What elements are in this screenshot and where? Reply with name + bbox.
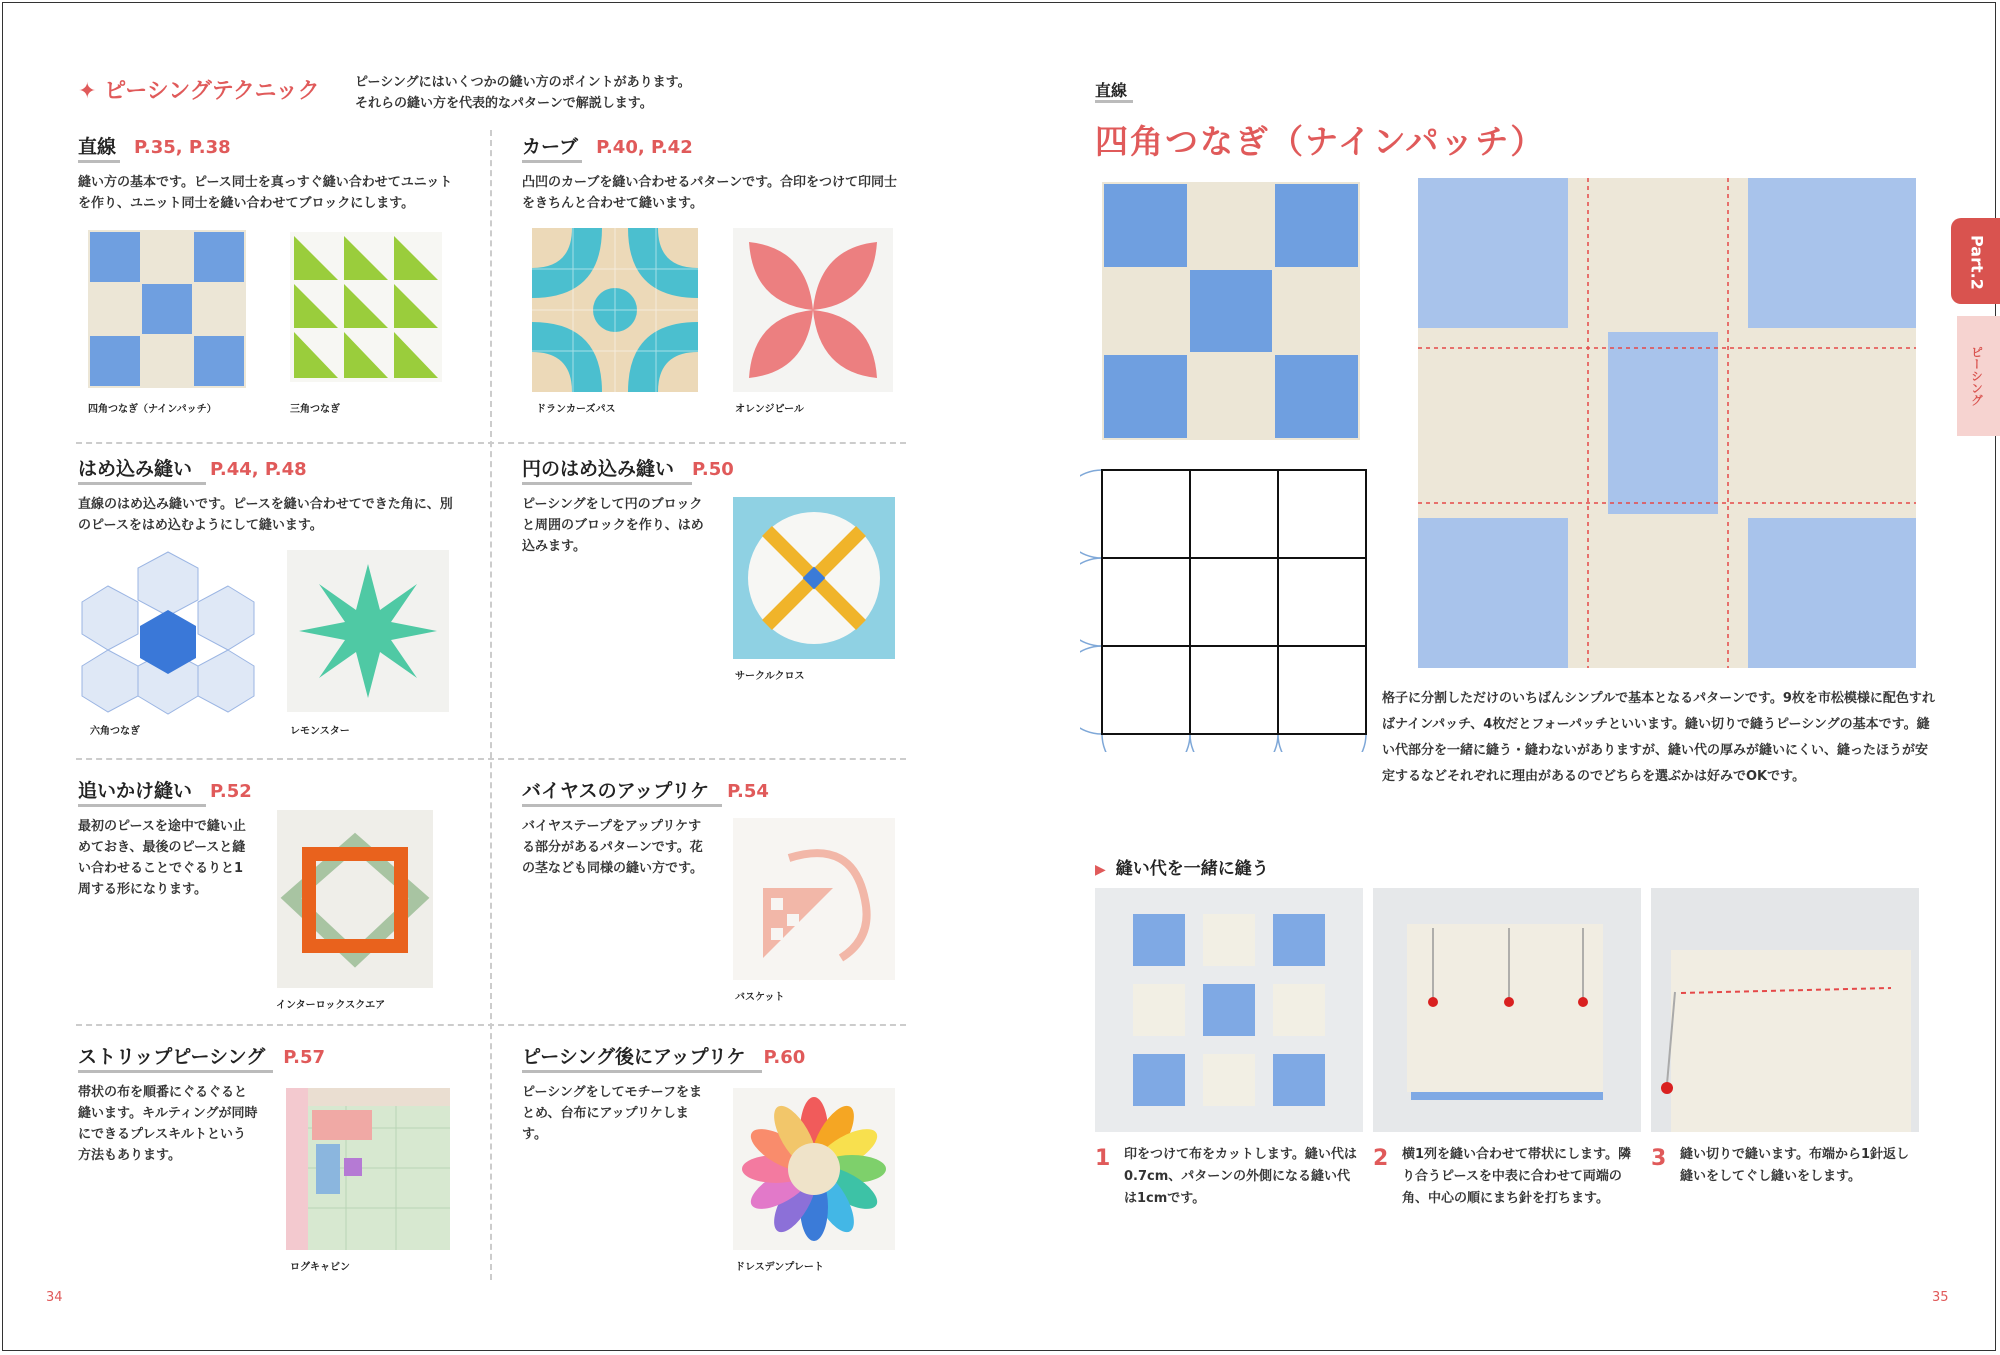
lemon-star-block-image xyxy=(287,550,449,712)
nine-patch-large-image xyxy=(1102,182,1360,440)
step2-text: 横1列を縫い合わせて帯状にします。隣り合うピースを中表に合わせて両端の角、中心の順にまち針を打ちます。 xyxy=(1402,1147,1632,1206)
page-number-left: 34 xyxy=(46,1290,63,1305)
caption-basket: バスケット xyxy=(735,992,785,1003)
caption-log-cabin: ログキャビン xyxy=(290,1262,350,1273)
row-divider-3 xyxy=(76,1024,906,1026)
section-underline xyxy=(78,160,120,163)
caption-orange-peel: オレンジピール xyxy=(735,404,804,415)
section-title-circle: 円のはめ込み縫い P.50 xyxy=(522,458,734,480)
nine-patch-diagram xyxy=(1080,462,1370,752)
caption-interlock-square: インターロックスクエア xyxy=(276,1000,386,1011)
basket-block-image xyxy=(733,818,895,980)
step1-number: 1 xyxy=(1095,1146,1111,1171)
section-title-straight: 直線 P.35, P.38 xyxy=(78,136,231,158)
section-text-bias-applique: バイヤステープをアップリケする部分があるパターンです。花の茎なども同様の縫い方です。 xyxy=(522,819,703,876)
step1-text: 印をつけて布をカットします。縫い代は0.7cm、パターンの外側になる縫い代は1cmです。 xyxy=(1124,1147,1357,1206)
caption-lemon-star: レモンスター xyxy=(290,726,350,737)
caption-circle-cross: サークルクロス xyxy=(735,671,805,682)
caption-dresden-plate: ドレスデンプレート xyxy=(735,1262,824,1273)
caption-drunkards-path: ドランカーズパス xyxy=(536,404,616,415)
drunkards-path-block-image xyxy=(532,228,698,392)
step1-photo xyxy=(1095,888,1363,1132)
section-text-straight: 縫い方の基本です。ピース同士を真っすぐ縫い合わせてユニットを作り、ユニット同士を縫い合わせてブロックにします。 xyxy=(78,175,453,211)
right-section-label: 直線 xyxy=(1095,81,1128,100)
step3-text: 縫い切りで縫います。布端から1針返し縫いをしてぐし縫いをします。 xyxy=(1680,1147,1910,1184)
section-title-set-in: はめ込み縫い P.44, P.48 xyxy=(78,458,307,480)
step3-number: 3 xyxy=(1651,1146,1667,1171)
orange-peel-block-image xyxy=(733,228,893,392)
section-underline xyxy=(78,1070,273,1073)
technique-intro xyxy=(355,72,775,114)
triangle-icon: ▶ xyxy=(1095,862,1106,878)
section-text-curve: 凸凹のカーブを縫い合わせるパターンです。合印をつけて印同士をきちんと合わせて縫います。 xyxy=(522,175,898,211)
section-text-circle: ピーシングをして円のブロックと周囲のブロックを作り、はめ込みます。 xyxy=(522,497,704,554)
log-cabin-block-image xyxy=(286,1088,450,1250)
intro-line-2: それらの縫い方を代表的なパターンで解説します。 xyxy=(355,96,653,111)
section-tab-label: ピーシング xyxy=(1969,346,1984,406)
caption-nine-patch: 四角つなぎ（ナインパッチ） xyxy=(88,404,217,415)
row-divider-1 xyxy=(76,442,906,444)
section-title-bias-applique: バイヤスのアップリケ P.54 xyxy=(522,780,769,802)
step3-photo xyxy=(1651,888,1919,1132)
step2-number: 2 xyxy=(1373,1146,1389,1171)
section-title-curve: カーブ P.40, P.42 xyxy=(522,136,693,158)
page-number-right: 35 xyxy=(1932,1290,1949,1305)
part-tab-label: Part.2 xyxy=(1967,234,1987,290)
triangle-block-image xyxy=(290,232,442,382)
right-page-title: 四角つなぎ（ナインパッチ） xyxy=(1095,122,1546,161)
section-underline xyxy=(522,160,582,163)
interlock-square-block-image xyxy=(277,810,433,988)
section-title-strip-piecing: ストリップピーシング P.57 xyxy=(78,1046,326,1068)
column-divider xyxy=(490,130,492,1280)
subsection-title: ▶ 縫い代を一緒に縫う xyxy=(1095,859,1269,879)
row-divider-2 xyxy=(76,758,906,760)
section-underline xyxy=(522,482,692,485)
section-underline xyxy=(522,1070,762,1073)
intro-line-1: ピーシングにはいくつかの縫い方のポイントがあります。 xyxy=(355,75,691,90)
circle-cross-block-image xyxy=(733,497,895,659)
dresden-plate-block-image xyxy=(733,1088,895,1250)
technique-title: ✦ ピーシングテクニック xyxy=(78,79,320,104)
section-text-applique-after: ピーシングをしてモチーフをまとめ、台布にアップリケします。 xyxy=(522,1085,702,1142)
section-text-partial-seam: 最初のピースを途中で縫い止めておき、最後のピースと縫い合わせることでぐるりと1周する形になります。 xyxy=(78,819,246,897)
caption-triangle: 三角つなぎ xyxy=(290,404,340,415)
section-underline xyxy=(78,482,206,485)
section-text-set-in: 直線のはめ込み縫いです。ピースを縫い合わせてできた角に、別のピースをはめ込むようにして縫います。 xyxy=(78,497,453,533)
pattern-description: 格子に分割しただけのいちばんシンプルで基本となるパターンです。9枚を市松模様に配色すればナインパッチ、4枚だとフォーパッチといいます。縫い切りで縫うピーシングの基本です。縫い代部分を一緒に縫う・縫わないがありますが、縫い代の厚みが縫いにくい、縫ったほうが安定するなどそれぞれに理由があるのでどちらを選ぶかは好みでOKです。 xyxy=(1382,691,1935,784)
stitched-block-photo xyxy=(1418,178,1916,668)
caption-hexagon: 六角つなぎ xyxy=(90,726,140,737)
section-underline xyxy=(78,804,206,807)
section-title-partial-seam: 追いかけ縫い P.52 xyxy=(78,780,252,802)
section-underline xyxy=(522,804,722,807)
step2-photo xyxy=(1373,888,1641,1132)
section-title-applique-after: ピーシング後にアップリケ P.60 xyxy=(522,1046,806,1068)
section-text-strip-piecing: 帯状の布を順番にぐるぐると縫います。キルティングが同時にできるプレスキルトという方法もあります。 xyxy=(78,1085,258,1163)
hexagon-block-image xyxy=(80,548,256,718)
nine-patch-block-image xyxy=(88,230,246,388)
label-underline xyxy=(1095,100,1133,103)
